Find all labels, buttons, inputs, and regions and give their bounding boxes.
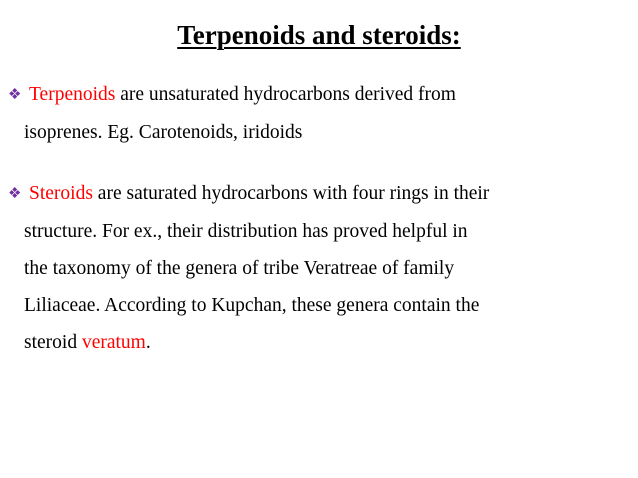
bullet-text: steroid: [24, 332, 82, 353]
bullet-text: are unsaturated hydrocarbons derived from: [115, 84, 456, 105]
bullet-line: [8, 175, 632, 213]
diamond-bullet-icon: ❖: [8, 186, 22, 202]
bullet-line: [8, 324, 632, 361]
bullet-line: [8, 76, 632, 114]
slide-title: Terpenoids and steroids:: [177, 20, 461, 50]
bullet-steroids: [8, 175, 632, 361]
bullet-text: .: [145, 332, 151, 353]
bullet-line: the taxonomy of the genera of tribe Veratreae of family: [24, 258, 455, 279]
bullet-line: structure. For ex., their distribution has proved helpful in: [24, 221, 468, 242]
keyword-veratum: veratum: [81, 332, 146, 353]
keyword-terpenoids: Terpenoids: [29, 84, 116, 105]
diamond-bullet-icon: ❖: [8, 87, 22, 103]
bullet-text: are saturated hydrocarbons with four rings in their: [92, 183, 490, 204]
keyword-steroids: Steroids: [29, 183, 93, 204]
bullet-line: Liliaceae. According to Kupchan, these genera contain the: [24, 295, 480, 316]
bullet-terpenoids: [8, 76, 632, 151]
bullet-line: isoprenes. Eg. Carotenoids, iridoids: [24, 122, 303, 143]
